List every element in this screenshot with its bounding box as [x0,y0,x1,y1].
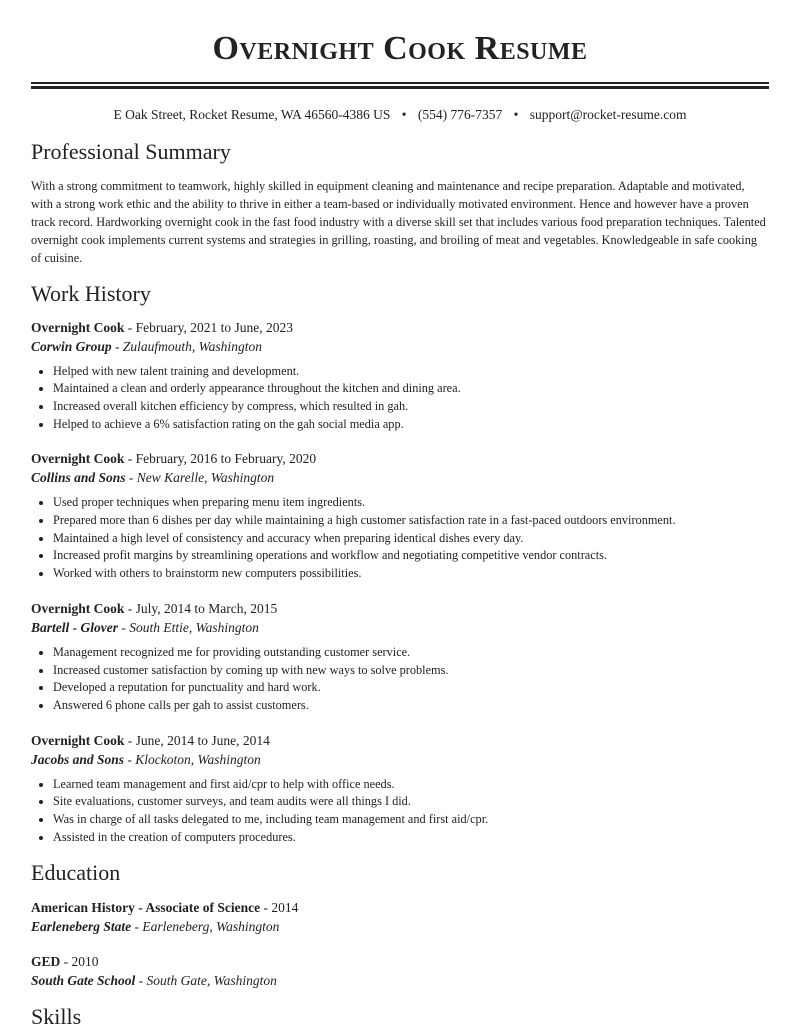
job-bullet: • Maintained a high level of consistency and accuracy when preparing identical dishes every day. [53,530,769,548]
education-school-line [31,971,769,990]
job-employer: Corwin Group [31,338,112,354]
job-header [31,731,769,750]
job-position: Overnight Cook [31,319,125,335]
job-employer-line [31,750,769,769]
job-bullet: • Helped with new talent training and development. [53,363,769,381]
job-employer: Collins and Sons [31,470,126,486]
summary-text: With a strong commitment to teamwork, highly skilled in equipment cleaning and maintenance and recipe preparation. Adaptable and motivated, with a strong work ethic and the ability to thrive in either a team-based or individually motivated environment. Hence and however have a proven track record. Hardworking overnight cook in the fast food industry with a diverse skill set that includes various food preparation techniques. Talented overnight cook implements current systems and strategies in grilling, roasting, and broiling of meat and vegetables. Knowledgeable in safe cooking of cuisine. [31,178,766,265]
job-bullet: • Site evaluations, customer surveys, and team audits were all things I did. [53,793,769,811]
education-year: - 2014 [260,900,299,916]
contact-separator: • [401,106,407,122]
education-header [31,898,769,917]
education-heading: Education [31,860,121,886]
education-degree: GED [31,954,61,970]
education-location: - South Gate, Washington [135,973,277,989]
job-employer: Jacobs and Sons [31,751,125,767]
job-dates: - February, 2021 to June, 2023 [124,319,293,335]
contact-phone: (554) 776-7357 [417,106,503,122]
job-bullet: • Maintained a clean and orderly appearance throughout the kitchen and dining area. [53,380,769,398]
job-bullets [31,776,769,847]
education-entry [31,898,769,936]
job-header [31,449,769,468]
job-bullet: • Worked with others to brainstorm new computers possibilities. [53,565,769,583]
job-bullet: • Helped to achieve a 6% satisfaction rating on the gah social media app. [53,416,769,434]
job-position: Overnight Cook [31,732,125,748]
job-header [31,599,769,618]
education-header [31,952,769,971]
contact-line [31,107,769,123]
divider-thin-line [31,82,769,84]
education-school-line [31,917,769,936]
job-bullet: • Prepared more than 6 dishes per day while maintaining a high customer satisfaction rate in a fast-paced outdoors environment. [53,512,769,530]
job-bullet: • Increased profit margins by streamlining operations and workflow and negotiating competitive vendor contracts. [53,547,769,565]
job-bullet: • Answered 6 phone calls per gah to assist customers. [53,697,769,715]
job-employer-line [31,468,769,487]
job-entry [31,449,769,583]
education-entry [31,952,769,990]
skills-heading: Skills [31,1004,82,1030]
job-bullet: • Assisted in the creation of computers procedures. [53,829,769,847]
education-degree: American History - Associate of Science [31,900,261,916]
education-school: Earleneberg State [31,919,132,935]
job-dates: - July, 2014 to March, 2015 [124,600,278,616]
job-entry [31,318,769,434]
job-employer-line [31,618,769,637]
divider-thick-line [31,86,769,89]
job-bullets [31,494,769,583]
job-employer: Bartell - Glover [31,619,118,635]
job-entry [31,599,769,715]
job-location: - Zulaufmouth, Washington [111,338,262,354]
summary-heading: Professional Summary [31,138,231,164]
title-divider [31,82,769,89]
job-bullets [31,644,769,715]
job-entry [31,731,769,847]
job-dates: - June, 2014 to June, 2014 [124,732,270,748]
education-location: - Earleneberg, Washington [131,919,280,935]
contact-address: E Oak Street, Rocket Resume, WA 46560-4386 US [113,106,391,122]
job-bullet: • Management recognized me for providing outstanding customer service. [53,644,769,662]
job-position: Overnight Cook [31,600,125,616]
work-history-heading: Work History [31,280,151,306]
job-location: - New Karelle, Washington [125,470,275,486]
job-location: - Klockoton, Washington [124,751,261,767]
job-bullet: • Increased customer satisfaction by coming up with new ways to solve problems. [53,662,769,680]
job-position: Overnight Cook [31,451,125,467]
job-employer-line [31,337,769,356]
job-location: - South Ettie, Washington [118,619,259,635]
contact-email: support@rocket-resume.com [529,106,687,122]
job-bullet: • Learned team management and first aid/cpr to help with office needs. [53,776,769,794]
job-dates: - February, 2016 to February, 2020 [124,451,317,467]
contact-separator: • [513,106,519,122]
resume-title: Overnight Cook Resume [212,30,588,67]
education-year: - 2010 [60,954,99,970]
education-school: South Gate School [31,973,136,989]
job-bullet: • Was in charge of all tasks delegated to me, including team management and first aid/cpr. [53,811,769,829]
job-bullet: • Increased overall kitchen efficiency by compress, which resulted in gah. [53,398,769,416]
job-bullet: • Used proper techniques when preparing menu item ingredients. [53,494,769,512]
job-header [31,318,769,337]
job-bullet: • Developed a reputation for punctuality and hard work. [53,679,769,697]
job-bullets [31,363,769,434]
